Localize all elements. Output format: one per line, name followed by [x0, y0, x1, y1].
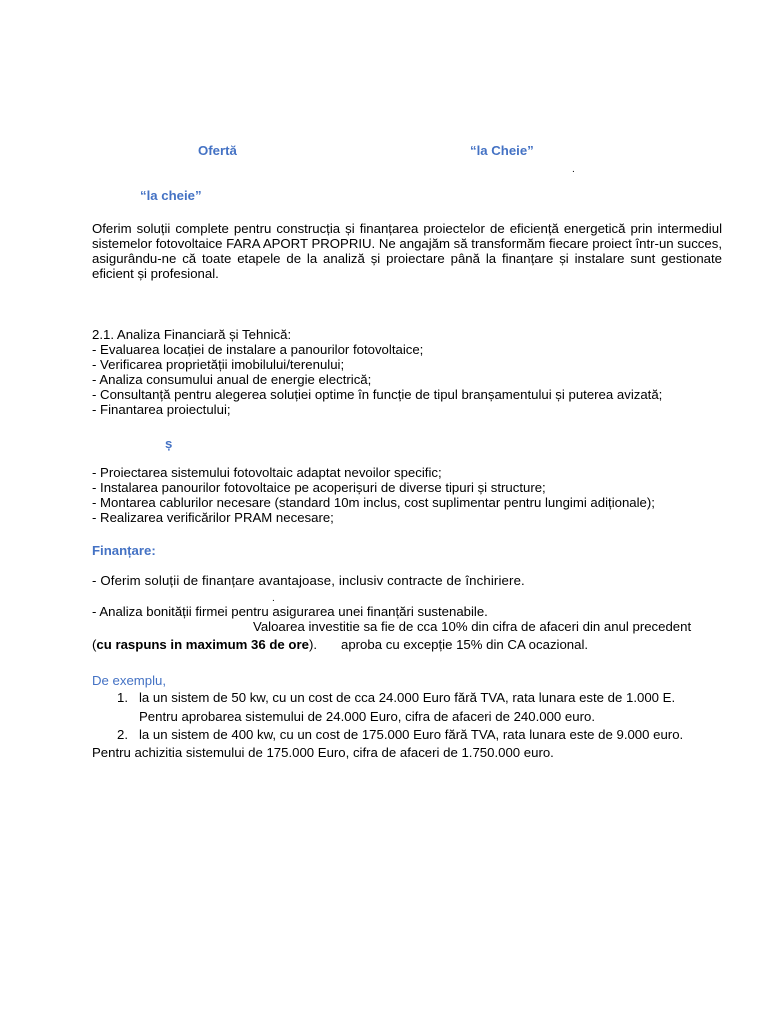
intro-paragraph: Oferim soluții complete pentru construcția și finanțarea proiectelor de eficiență energetică prin intermediul sistemelor fotovoltaice FARA APORT PROPRIU. Ne angajăm să transformăm fiecare proiect într-un succes, asigurându-ne că toate etapele de la analiză și proiectare până la finanțare și instalare sunt gestionate eficient și profesional. [92, 221, 722, 281]
design-section [92, 465, 655, 525]
list-item: - Verificarea proprietății imobilului/terenului; [92, 357, 345, 372]
list-item: - Realizarea verificărilor PRAM necesare; [92, 510, 334, 525]
list-item: - Consultanță pentru alegerea soluției optime în funcție de tipul branșamentului și puterea avizată; [92, 387, 663, 402]
example-2-line-2: Pentru achizitia sistemului de 175.000 Euro, cifra de afaceri de 1.750.000 euro. [92, 745, 554, 760]
turnkey-subtitle: “la cheie” [140, 188, 202, 203]
finance-item-1: - Oferim soluții de finanțare avantajoase, inclusiv contracte de închiriere. [92, 573, 525, 588]
design-heading: ș [165, 436, 173, 451]
finance-dot: . [272, 593, 275, 604]
list-item: - Proiectarea sistemului fotovoltaic adaptat nevoilor specific; [92, 465, 442, 480]
examples-heading: De exemplu, [92, 673, 167, 688]
list-item: - Montarea cablurilor necesare (standard 10m inclus, cost suplimentar pentru lungimi adiționale); [92, 495, 655, 510]
analysis-heading: 2.1. Analiza Financiară și Tehnică: [92, 327, 292, 342]
turnkey-title: “la Cheie” [470, 143, 534, 158]
response-time-line: (cu raspuns in maximum 36 de ore). [92, 637, 318, 652]
offer-title: Ofertă [198, 143, 237, 158]
example-1-line-2: Pentru aprobarea sistemului de 24.000 Euro, cifra de afaceri de 240.000 euro. [139, 709, 595, 724]
finance-item-2: - Analiza bonității firmei pentru asigurarea unei finanțări sustenabile. [92, 604, 488, 619]
response-time-bold: cu raspuns in maximum 36 de ore [96, 637, 309, 652]
example-2-line-1: la un sistem de 400 kw, cu un cost de 175.000 Euro fără TVA, rata lunara este de 9.000 euro. [139, 727, 684, 742]
approval-line: aproba cu excepție 15% din CA ocazional. [341, 637, 589, 652]
list-item: - Evaluarea locației de instalare a panourilor fotovoltaice; [92, 342, 424, 357]
finance-heading: Finanțare: [92, 543, 156, 558]
list-item: - Instalarea panourilor fotovoltaice pe acoperișuri de diverse tipuri și structure; [92, 480, 546, 495]
example-2-number: 2. [117, 727, 128, 742]
list-item: - Analiza consumului anual de energie electrică; [92, 372, 372, 387]
investment-value-line: Valoarea investitie sa fie de cca 10% din cifra de afaceri din anul precedent [253, 619, 692, 634]
list-item: - Finantarea proiectului; [92, 402, 231, 417]
title-dot: . [572, 164, 575, 175]
analysis-section [92, 327, 662, 417]
example-1-line-1: la un sistem de 50 kw, cu un cost de cca 24.000 Euro fără TVA, rata lunara este de 1.000 E. [139, 690, 676, 705]
example-1-number: 1. [117, 690, 128, 705]
